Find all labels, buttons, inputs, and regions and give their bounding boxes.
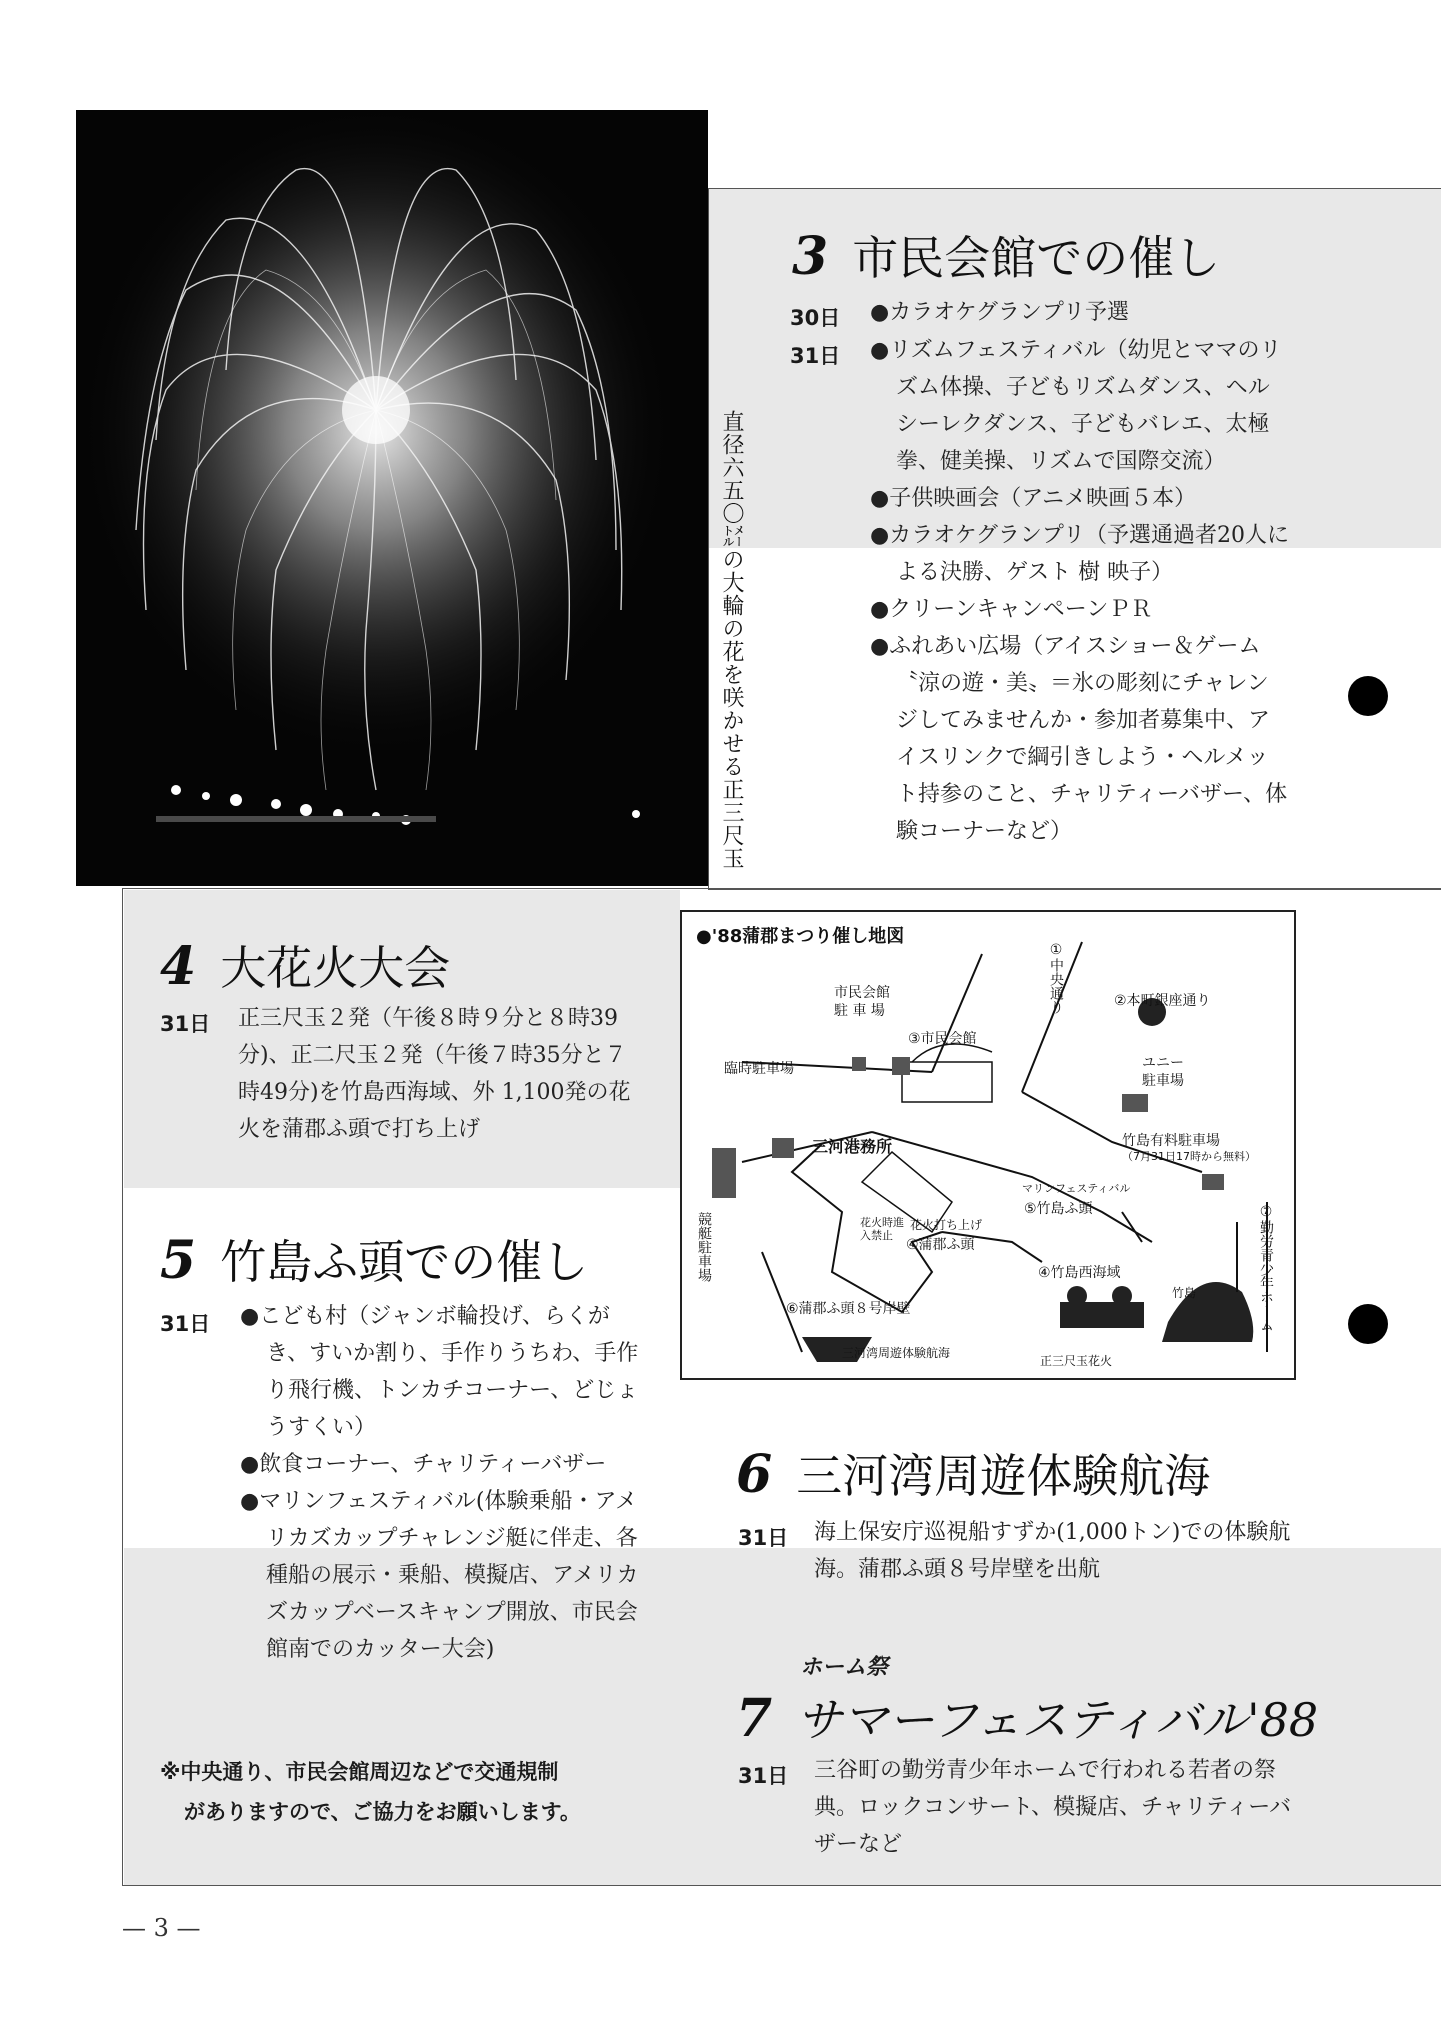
- binder-hole-bottom: [1348, 1304, 1388, 1344]
- traffic-notice-line2: がありますので、ご協力をお願いします。: [184, 1800, 581, 1824]
- map-label-unny-2: 駐車場: [1142, 1073, 1184, 1089]
- section6-heading: [736, 1440, 1210, 1506]
- list-item: ●ふれあい広場（アイスショー＆ゲーム〝涼の遊・美〟＝氷の彫刻にチャレンジしてみませんか・参加者募集中、アイスリンクで綱引きしよう・ヘルメット持参のこと、チャリティーバザー、体験コーナーなど）: [870, 634, 1288, 844]
- fireworks-photo: [76, 110, 708, 886]
- section6-day: 31日: [738, 1526, 789, 1550]
- section3-day2-list: [870, 332, 1290, 850]
- section5-day: 31日: [160, 1312, 211, 1336]
- section3-day2: 31日: [790, 344, 841, 368]
- map-label-marine: マリンフェスティバル: [1022, 1182, 1131, 1195]
- festival-map: [680, 910, 1296, 1380]
- section7-subtitle: ホーム祭: [800, 1655, 889, 1680]
- page-number: — 3 —: [122, 1914, 201, 1942]
- map-label-yuryo: 竹島有料駐車場: [1122, 1133, 1220, 1149]
- map-label-ganpeki: ⑥蒲郡ふ頭８号岸壁: [786, 1301, 911, 1317]
- section5-heading: [160, 1226, 588, 1292]
- section7-day: 31日: [738, 1764, 789, 1788]
- traffic-notice-line1: ※中央通り、市民会館周辺などで交通規制: [160, 1760, 559, 1784]
- map-label-kinro: ⑦勤労青少年ホーム: [1258, 1204, 1274, 1332]
- list-item: ●子供映画会（アニメ映画５本）: [870, 486, 1197, 511]
- map-label-honmachi: ②本町銀座通り: [1114, 993, 1211, 1009]
- section4-day: 31日: [160, 1012, 211, 1036]
- section7-text: 三谷町の勤労青少年ホームで行われる若者の祭典。ロックコンサート、模擬店、チャリティーバザーなど: [814, 1758, 1292, 1857]
- map-label-chuo: ①中央通り: [1048, 942, 1064, 1014]
- list-item: ●クリーンキャンペーンＰＲ: [870, 597, 1153, 622]
- list-item: ●リズムフェスティバル（幼児とママのリズム体操、子どもリズムダンス、ヘルシーレクダンス、子どもバレエ、太極拳、健美操、リズムで国際交流）: [870, 338, 1282, 474]
- section4-number: 4: [160, 936, 197, 997]
- map-label-unny-1: ユニー: [1142, 1055, 1184, 1071]
- section5-title: 竹島ふ頭での催し: [220, 1235, 589, 1289]
- map-label-takeshima: 竹島: [1172, 1286, 1197, 1300]
- section6-number: 6: [736, 1444, 773, 1505]
- list-item: ●こども村（ジャンボ輪投げ、らくがき、すいか割り、手作りうちわ、手作り飛行機、トンカチコーナー、どじょうすくい）: [240, 1304, 639, 1440]
- map-label-hanabi-kinshi: 花火時進入禁止: [860, 1216, 904, 1242]
- map-label-rinji: 臨時駐車場: [724, 1061, 794, 1077]
- section6-title: 三河湾周遊体験航海: [796, 1449, 1211, 1503]
- section3-number: 3: [792, 226, 829, 287]
- map-label-takeshima-futo: ⑤竹島ふ頭: [1024, 1201, 1093, 1217]
- section4-text: 正三尺玉２発（午後８時９分と８時39分)、正二尺玉２発（午後７時35分と７時49分)を竹島西海域、外 1,100発の花火を蒲郡ふ頭で打ち上げ: [238, 1006, 631, 1142]
- section3-day1: 30日: [790, 306, 841, 330]
- section4-heading: [160, 932, 450, 998]
- map-label-uchiage: 花火打ち上げ: [910, 1218, 983, 1232]
- map-label-kaikan-parking-1: 市民会館: [834, 985, 890, 1001]
- section5-list: [240, 1298, 650, 1668]
- map-label-shakudama: 正三尺玉花火: [1040, 1354, 1113, 1368]
- photo-caption: 直径六五〇㍍の大輪の花を咲かせる正三尺玉: [719, 410, 744, 870]
- section3-title: 市民会館での催し: [852, 231, 1221, 285]
- list-item: ●マリンフェスティバル(体験乗船・アメリカズカップチャレンジ艇に伴走、各種船の展示・乗船、模擬店、アメリカズカップベースキャンプ開放、市民会館南でのカッター大会): [240, 1489, 639, 1662]
- section7-number: 7: [736, 1688, 773, 1749]
- list-item: ●カラオケグランプリ予選: [870, 300, 1129, 325]
- map-label-yuryo-note: （7月31日17時から無料）: [1122, 1150, 1256, 1163]
- map-label-nishi-kaiiki: ④竹島西海域: [1038, 1265, 1121, 1281]
- section3-day1-list: [870, 294, 1290, 331]
- section5-number: 5: [160, 1230, 197, 1291]
- list-item: ●カラオケグランプリ（予選通過者20人による決勝、ゲスト 樹 映子）: [870, 523, 1289, 585]
- map-label-kaikan: ③市民会館: [908, 1031, 977, 1047]
- binder-hole-top: [1348, 676, 1388, 716]
- map-label-gamagori-futo: ④蒲郡ふ頭: [906, 1237, 975, 1253]
- fireworks-image: [76, 110, 708, 886]
- map-label-kaikan-parking-2: 駐 車 場: [834, 1003, 885, 1019]
- map-label-kokai: 三河湾周遊体験航海: [842, 1346, 951, 1360]
- section3-heading: [792, 222, 1220, 288]
- map-label-mikawa: 三河港務所: [812, 1137, 893, 1156]
- traffic-notice: [160, 1752, 581, 1832]
- list-item: ●飲食コーナー、チャリティーバザー: [240, 1452, 607, 1477]
- section4-title: 大花火大会: [220, 941, 451, 995]
- map-title: ●'88蒲郡まつり催し地図: [696, 926, 905, 947]
- section7-heading: [736, 1684, 1318, 1750]
- section7-title: サマーフェスティバル'88: [796, 1693, 1319, 1747]
- section6-text: 海上保安庁巡視船すずか(1,000トン)での体験航海。蒲郡ふ頭８号岸壁を出航: [814, 1520, 1291, 1582]
- map-label-kyotei: 競艇駐車場: [696, 1212, 712, 1282]
